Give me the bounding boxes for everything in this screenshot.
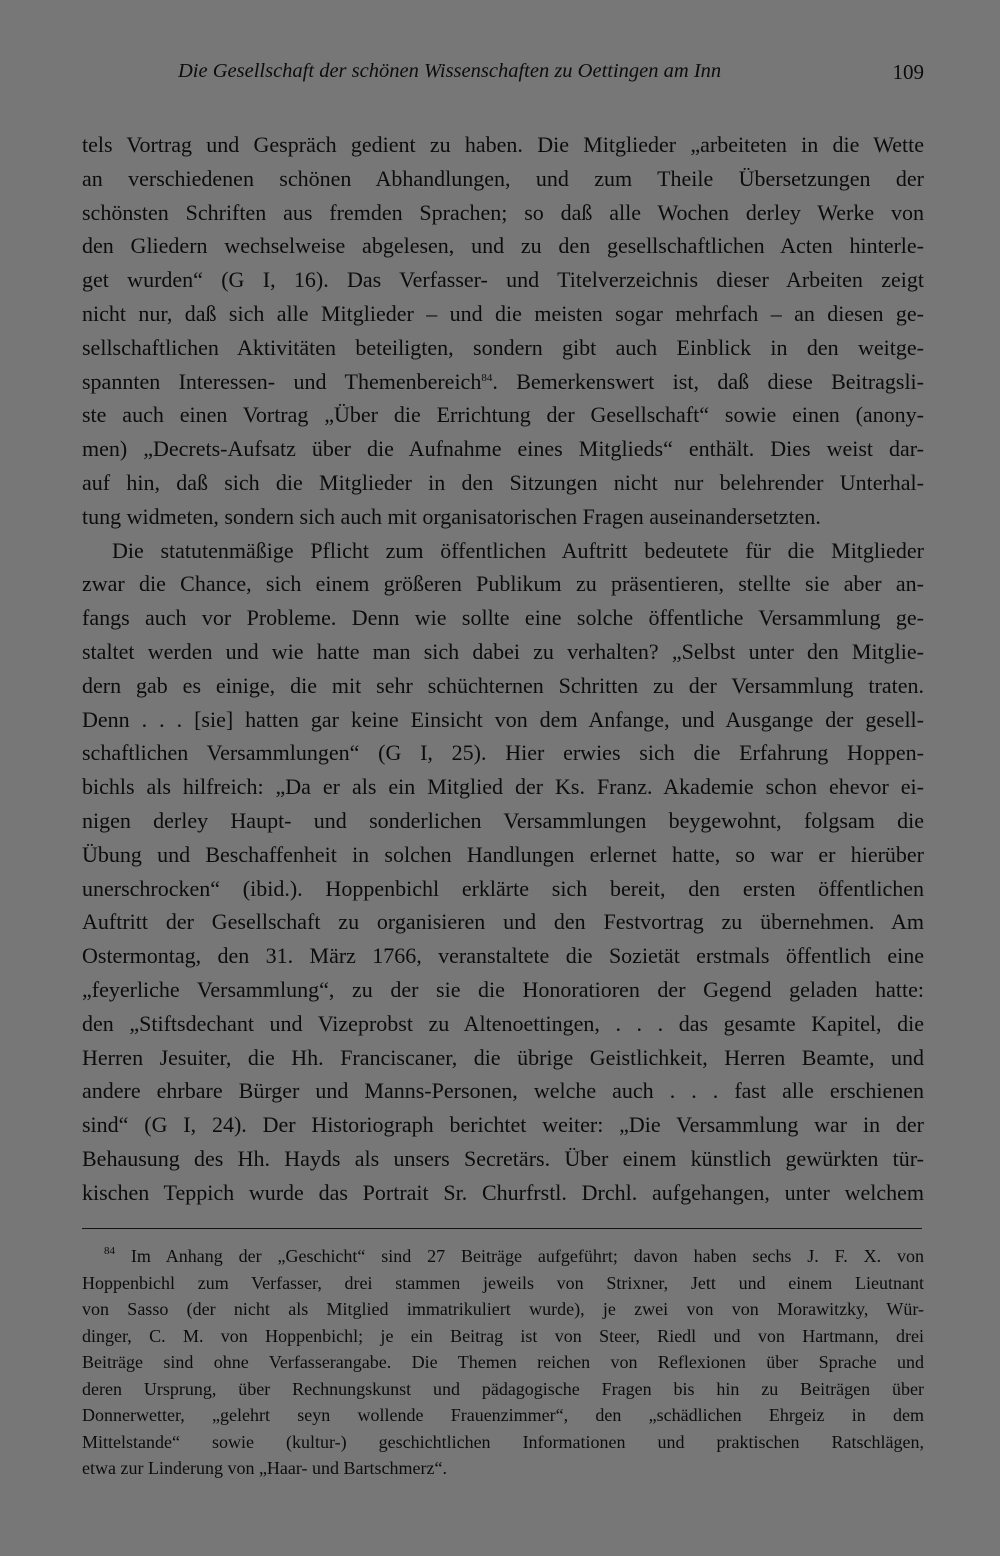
text-line-with-footnote-ref (82, 365, 924, 399)
text-line: Auftritt der Gesellschaft zu organisieren und den Festvortrag zu übernehmen. Am (82, 909, 924, 935)
text-line: tels Vortrag und Gespräch gedient zu haben. Die Mitglieder „arbeiteten in die Wette (82, 132, 924, 157)
footnote-line: von Sasso (der nicht als Mitglied immatrikuliert wurde), je zwei von von Morawitzky, Wür- (82, 1299, 924, 1319)
footnote-reference: 84 (481, 371, 493, 384)
main-text (82, 128, 924, 1210)
text-line: get wurden“ (G I, 16). Das Verfasser- und Titelverzeichnis dieser Arbeiten zeigt (82, 267, 924, 293)
text-line: den „Stiftsdechant und Vizeprobst zu Altenoettingen, . . . das gesamte Kapitel, die (82, 1010, 924, 1036)
text-line: kischen Teppich wurde das Portrait Sr. Churfrstl. Drchl. aufgehangen, unter welchem (82, 1179, 924, 1205)
text-line: Herren Jesuiter, die Hh. Franciscaner, die übrige Geistlichkeit, Herren Beamte, und (82, 1044, 924, 1070)
running-title: Die Gesellschaft der schönen Wissenschaften zu Oettingen am Inn (178, 60, 722, 82)
footnote-line: etwa zur Linderung von „Haar- und Bartschmerz“. (82, 1458, 447, 1478)
text-line-segment: . Bemerkenswert ist, daß diese Beitragsli- (492, 368, 924, 394)
footnote-line: dinger, C. M. von Hoppenbichl; je ein Beitrag ist von Steer, Riedl und von Hartmann, drei (82, 1325, 924, 1346)
text-line: ste auch einen Vortrag „Über die Errichtung der Gesellschaft“ sowie einen (anony- (82, 402, 924, 428)
text-line: nicht nur, daß sich alle Mitglieder – und die meisten sogar mehrfach – an diesen ge- (82, 300, 924, 326)
text-line: zwar die Chance, sich einem größeren Publikum zu präsentieren, stellte sie aber an- (82, 571, 924, 597)
page-number: 109 (892, 60, 924, 84)
footnote-line: deren Ursprung, über Rechnungskunst und pädagogische Fragen bis hin zu Beiträgen über (82, 1378, 924, 1399)
footnote-divider (82, 1228, 922, 1229)
footnote-line: Mittelstande“ sowie (kultur-) geschichtlichen Informationen und praktischen Ratschlägen, (82, 1431, 924, 1452)
text-line: nigen derley Haupt- und sonderlichen Versammlungen beygewohnt, folgsam die (82, 807, 924, 833)
paragraph-first-line: Die statutenmäßige Pflicht zum öffentlichen Auftritt bedeutete für die Mitglieder (112, 537, 924, 563)
text-line: Übung und Beschaffenheit in solchen Handlungen erlernet hatte, so war er hierüber (82, 841, 924, 867)
text-line: sellschaftlichen Aktivitäten beteiligten, sondern gibt auch Einblick in den weitge- (82, 334, 924, 360)
text-line: schaftlichen Versammlungen“ (G I, 25). Hier erwies sich die Erfahrung Hoppen- (82, 740, 924, 766)
text-line: „feyerliche Versammlung“, zu der sie die Honoratioren der Gegend geladen hatte: (82, 976, 924, 1002)
footnote-marker: 84 (104, 1245, 115, 1257)
text-line: Behausung des Hh. Hayds als unsers Secretärs. Über einem künstlich gewürkten tür- (82, 1145, 924, 1171)
running-header (82, 58, 924, 90)
footnote-line: Beiträge sind ohne Verfasserangabe. Die Themen reichen von Reflexionen über Sprache und (82, 1352, 924, 1372)
text-line: Denn . . . [sie] hatten gar keine Einsicht von dem Anfange, und Ausgange der gesell- (82, 706, 924, 732)
text-line: bichls als hilfreich: „Da er als ein Mitglied der Ks. Franz. Akademie schon ehevor ei- (82, 774, 924, 800)
footnote-line (82, 1243, 924, 1270)
text-line: tung widmeten, sondern sich auch mit organisatorischen Fragen auseinandersetzten. (82, 503, 821, 529)
text-line: dern gab es einige, die mit sehr schüchternen Schritten zu der Versammlung traten. (82, 672, 924, 698)
text-line: den Gliedern wechselweise abgelesen, und zu den gesellschaftlichen Acten hinterle- (82, 233, 924, 259)
footnote-line: Donnerwetter, „gelehrt seyn wollende Frauenzimmer“, den „schädlichen Ehrgeiz in dem (82, 1405, 924, 1425)
text-line: Ostermontag, den 31. März 1766, veranstaltete die Sozietät erstmals öffentlich eine (82, 943, 924, 969)
footnote-text: Im Anhang der „Geschicht“ sind 27 Beiträge aufgeführt; davon haben sechs J. F. X. von (130, 1246, 924, 1266)
text-line: staltet werden und wie hatte man sich dabei zu verhalten? „Selbst unter den Mitglie- (82, 638, 924, 664)
text-line-segment: spannten Interessen- und Themenbereich (82, 368, 482, 394)
footnote-84 (82, 1243, 924, 1482)
text-line: an verschiedenen schönen Abhandlungen, und zum Theile Übersetzungen der (82, 165, 924, 191)
text-line: andere ehrbare Bürger und Manns-Personen, welche auch . . . fast alle erschienen (82, 1078, 924, 1104)
text-line: sind“ (G I, 24). Der Historiograph berichtet weiter: „Die Versammlung war in der (82, 1112, 924, 1138)
text-line: fangs auch vor Probleme. Denn wie sollte eine solche öffentliche Versammlung ge- (82, 605, 924, 631)
text-line: men) „Decrets-Aufsatz über die Aufnahme eines Mitglieds“ enthält. Dies weist dar- (82, 436, 924, 462)
text-line: unerschrocken“ (ibid.). Hoppenbichl erklärte sich bereit, den ersten öffentlichen (82, 875, 924, 901)
footnote-line: Hoppenbichl zum Verfasser, drei stammen jeweils von Strixner, Jett und einem Lieutnant (82, 1272, 924, 1293)
text-line: schönsten Schriften aus fremden Sprachen; so daß alle Wochen derley Werke von (82, 199, 924, 225)
text-line: auf hin, daß sich die Mitglieder in den Sitzungen nicht nur belehrender Unterhal- (82, 469, 924, 495)
